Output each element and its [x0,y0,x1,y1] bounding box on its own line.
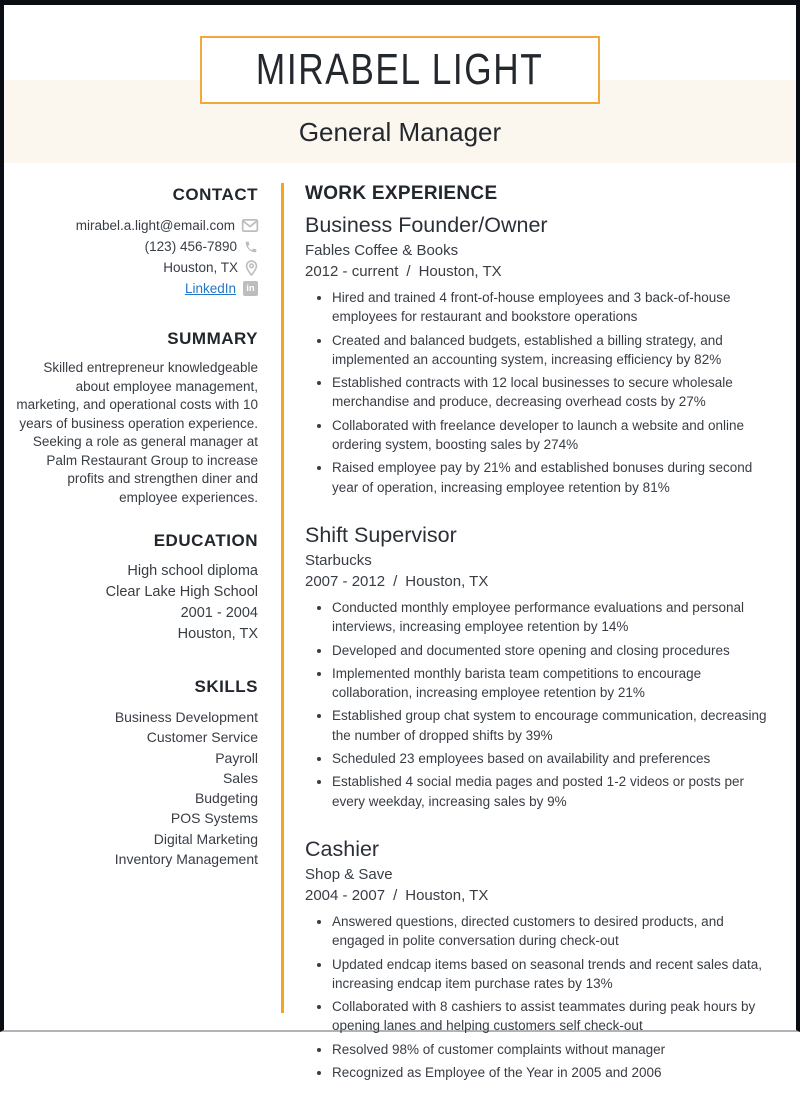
skill-item: Business Development [114,709,258,725]
skill-item: Digital Marketing [153,830,258,847]
meta-separator: / [393,886,398,904]
job-company: Starbucks [305,551,372,569]
job-dates: 2004 - 2007 [305,886,386,904]
contact-location-text: Houston, TX [163,260,238,275]
job-entry-cashier [305,837,772,1082]
job-company: Fables Coffee & Books [305,242,459,259]
job-company: Shop & Save [305,865,393,883]
bullet-item: • Established 4 social media pages and posted 1-2 videos or posts per every weekday, increasing sales by 9% [332,772,772,811]
job-dates: 2012 - current [305,263,399,280]
bullet-item: • Hired and trained 4 front-of-house employees and 3 back-of-house employees for restaurant and bookstore operations [332,288,772,327]
skill-item: Budgeting [194,790,258,807]
education-section [14,531,258,645]
bullet-item: • Established contracts with 12 local businesses to secure wholesale merchandise and produce, decreasing overhead costs by 27% [332,373,772,412]
bullet-item: • Answered questions, directed customers to desired products, and engaged in polite conversation during check-out [332,912,772,951]
skill-item: Payroll [215,749,258,766]
bullet-item: • Implemented monthly barista team competitions to encourage collaboration, increasing employee retention by 21% [332,664,772,703]
bullet-item: • Established group chat system to encourage communication, decreasing the number of dropped shifts by 39% [332,706,772,745]
job-meta [305,263,772,280]
work-experience-heading: WORK EXPERIENCE [305,183,498,204]
job-meta [305,887,772,904]
contact-item-phone [14,236,258,257]
job-bullet-list [305,288,772,497]
contact-item-location [14,257,258,278]
candidate-title: General Manager [298,117,502,147]
bullet-item: • Updated endcap items based on seasonal trends and recent sales data, increasing endcap item purchase rates by 13% [332,955,772,994]
linkedin-icon: in [243,281,258,296]
education-heading: EDUCATION [153,531,258,550]
skill-item: Inventory Management [114,851,258,868]
bullet-item: • Developed and documented store opening and closing procedures [332,641,772,660]
summary-text: Skilled entrepreneur knowledgeable about employee management, marketing, and operational costs with 10 years of business operation experience. Seeking a role as general manager at Palm Restaurant Group to increase profits and strengthen diner and employee experiences. [16,360,258,505]
bullet-item: • Resolved 98% of customer complaints without manager [332,1040,772,1059]
contact-item-email [14,215,258,236]
contact-item-linkedin [14,278,258,299]
job-entry-business-founder [305,213,772,497]
bullet-item: • Collaborated with 8 cashiers to assist teammates during peak hours by opening lanes and helping customers self check-out [332,997,772,1036]
education-school: Clear Lake High School [105,584,258,600]
email-icon [242,219,258,232]
job-entry-shift-supervisor [305,523,772,811]
job-meta [305,573,772,590]
bullet-item: • Scheduled 23 employees based on availability and preferences [332,749,772,768]
phone-icon [244,240,258,254]
sidebar [14,185,258,869]
skill-item: POS Systems [170,810,258,827]
job-title: Cashier [305,836,380,861]
bullet-item: • Raised employee pay by 21% and established bonuses during second year of operation, increasing employee retention by 81% [332,458,772,497]
job-location: Houston, TX [405,572,489,590]
bullet-item: • Collaborated with freelance developer to launch a website and online ordering system, boosting sales by 274% [332,416,772,455]
job-dates: 2007 - 2012 [305,572,386,590]
bullet-item: • Conducted monthly employee performance evaluations and personal interviews, increasing employee retention by 14% [332,598,772,637]
job-location: Houston, TX [418,263,502,280]
summary-section [14,329,258,507]
name-box [200,36,600,104]
bullet-item: • Created and balanced budgets, established a billing strategy, and implemented an accounting system, increasing efficiency by 82% [332,331,772,370]
education-location: Houston, TX [177,626,258,642]
meta-separator: / [393,572,398,590]
contact-section [14,185,258,299]
summary-heading: SUMMARY [167,329,258,348]
job-title: Shift Supervisor [305,522,457,547]
column-divider [281,183,284,1013]
bullet-item: • Recognized as Employee of the Year in 2005 and 2006 [332,1063,772,1082]
job-bullet-list [305,598,772,811]
skill-item: Customer Service [146,729,258,746]
job-bullet-list [305,912,772,1082]
meta-separator: / [406,263,411,280]
candidate-name: MIRABEL LIGHT [256,45,544,94]
linkedin-link[interactable]: LinkedIn [184,281,236,296]
education-dates: 2001 - 2004 [180,605,258,621]
skills-heading: SKILLS [194,677,258,696]
contact-phone-text: (123) 456-7890 [144,239,237,254]
job-title: Business Founder/Owner [305,213,548,237]
work-experience-column [305,183,772,1102]
skill-item: Sales [222,769,258,786]
skills-section [14,677,258,869]
job-location: Houston, TX [405,886,489,904]
education-degree: High school diploma [127,563,258,579]
contact-heading: CONTACT [172,185,258,204]
contact-email-text: mirabel.a.light@email.com [75,218,235,233]
location-icon [245,260,258,276]
